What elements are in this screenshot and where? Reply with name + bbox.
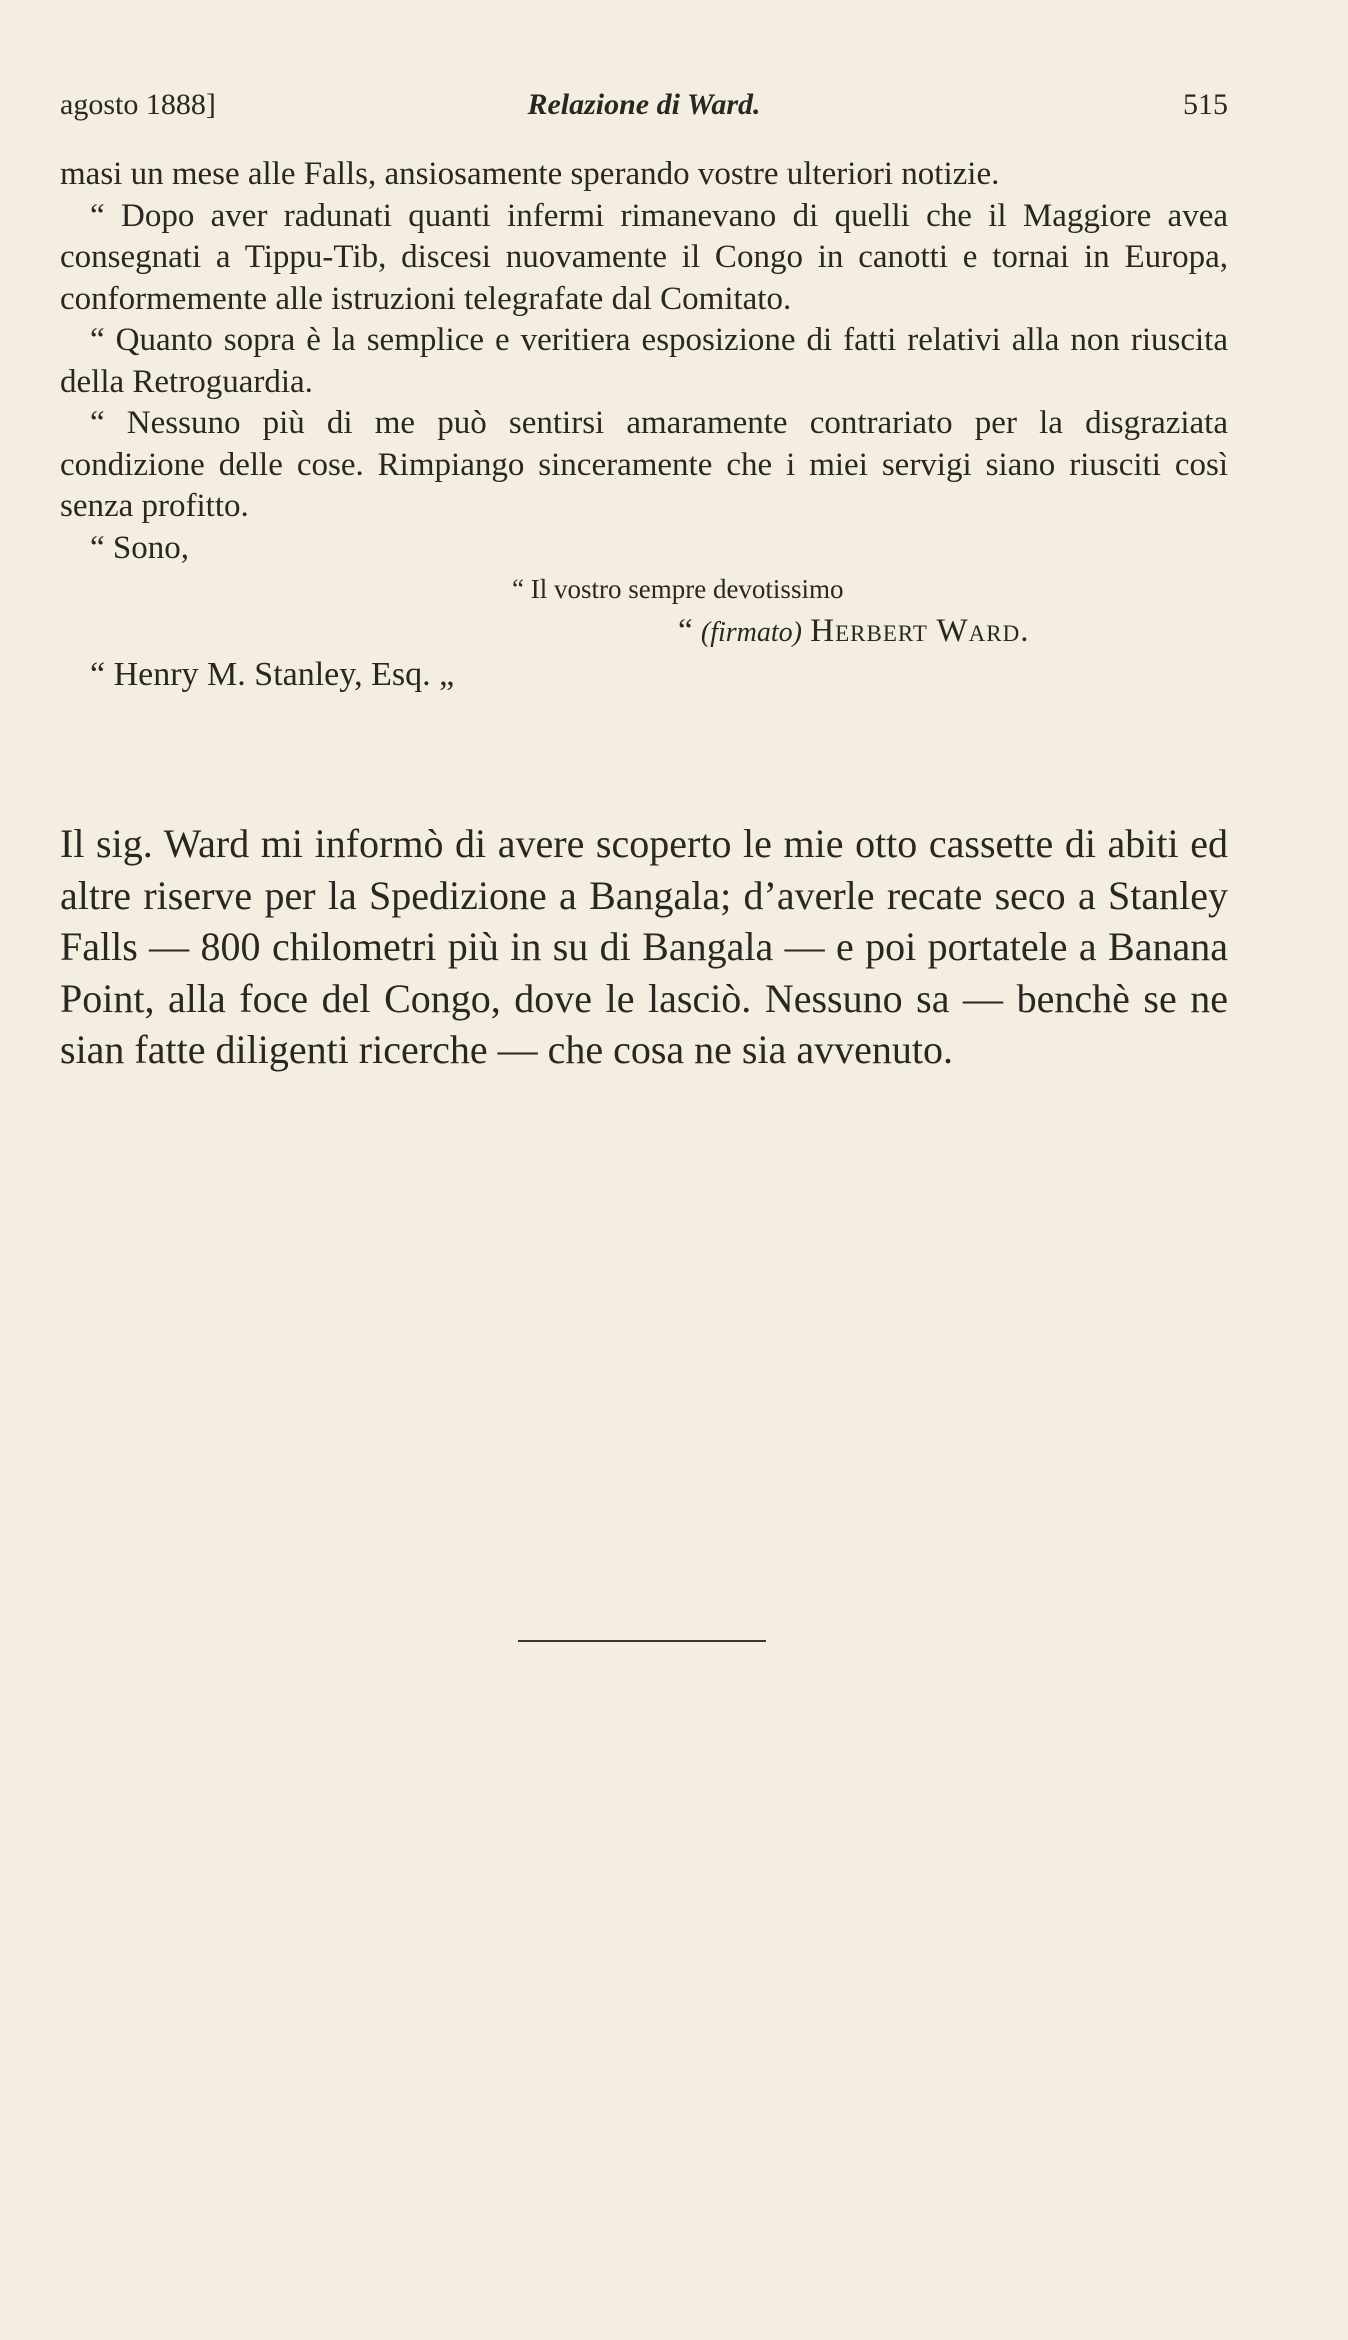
signature-quote: “	[678, 613, 693, 649]
end-rule	[518, 1640, 766, 1642]
letter-closing: “ Sono,	[90, 529, 189, 566]
signature-line	[60, 610, 1228, 654]
header-date: agosto 1888]	[60, 88, 216, 121]
main-text	[60, 818, 1228, 1076]
letter-paragraph: “ Nessuno più di me può sentirsi amaramente contrariato per la disgraziata condizione delle cose. Rimpiango sinceramente che i miei servigi siano riusciti così senza profitto.	[60, 405, 1228, 524]
running-header	[60, 88, 1228, 128]
header-title: Relazione di Ward.	[527, 88, 761, 121]
letter-paragraph: “ Dopo aver radunati quanti infermi rimanevano di quelli che il Maggiore avea consegnati a Tippu-Tib, discesi nuovamente il Congo in canotti e tornai in Europa, conformemente alle istruzioni telegrafate dal Comitato.	[60, 197, 1228, 317]
signature-firmato: (firmato)	[700, 617, 803, 648]
signature-valediction: “ Il vostro sempre devotissimo	[512, 574, 844, 604]
signature-name: Herbert Ward.	[810, 613, 1030, 649]
main-paragraph: Il sig. Ward mi informò di avere scoperto le mie otto cassette di abiti ed altre riserve per la Spedizione a Bangala; d’averle recate seco a Stanley Falls — 800 chilometri più in su di Bangala — e poi portatele a Banana Point, alla foce del Congo, dove le lasciò. Nessuno sa — benchè se ne sian fatte diligenti ricerche — che cosa ne sia avvenuto.	[60, 821, 1228, 1072]
letter-quotation	[60, 154, 1228, 696]
letter-paragraph: masi un mese alle Falls, ansiosamente sperando vostre ulteriori notizie.	[60, 156, 1000, 192]
letter-addressee: “ Henry M. Stanley, Esq. „	[90, 656, 455, 693]
page-number: 515	[1183, 88, 1228, 121]
letter-paragraph: “ Quanto sopra è la semplice e veritiera esposizione di fatti relativi alla non riuscita della Retroguardia.	[60, 322, 1228, 400]
